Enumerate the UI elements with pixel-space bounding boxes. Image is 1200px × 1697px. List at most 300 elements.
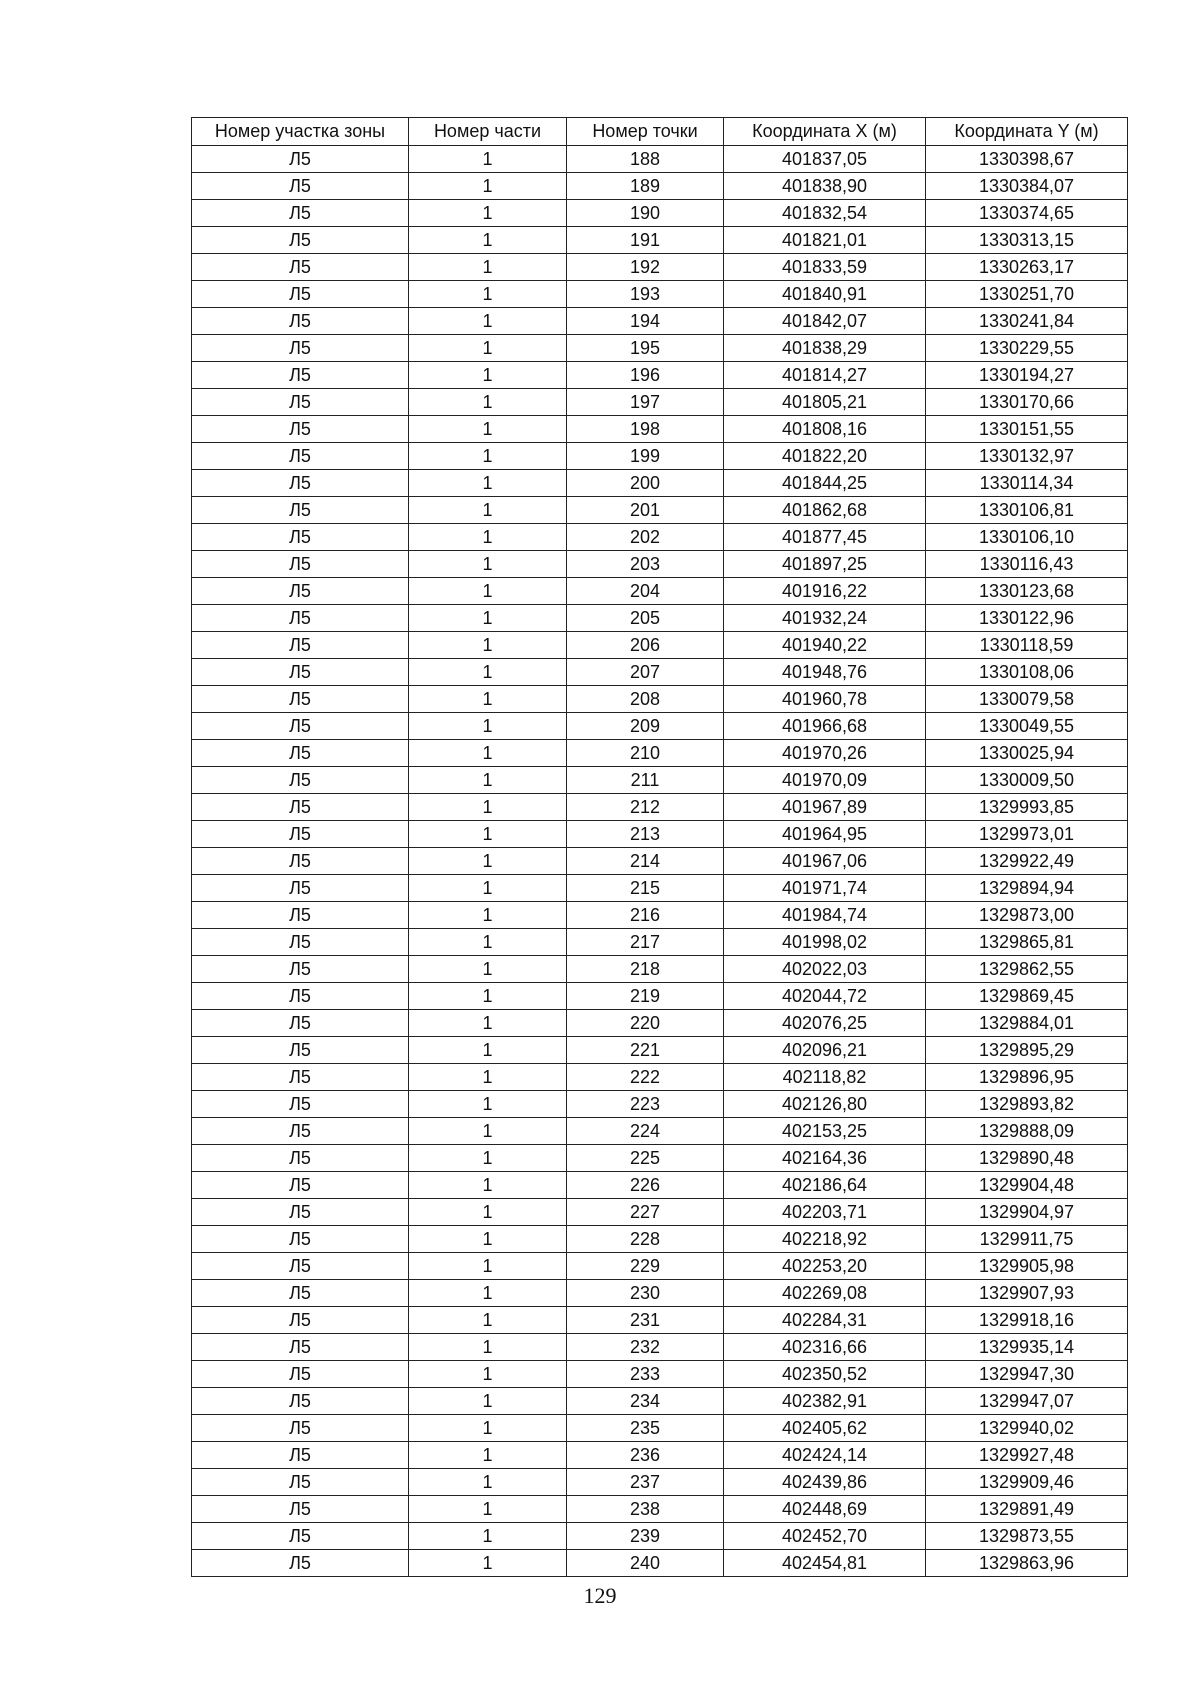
cell-zone-section: Л5 [192,1064,409,1091]
cell-part-number: 1 [409,1415,567,1442]
cell-coordinate-x: 401998,02 [724,929,926,956]
cell-coordinate-x: 402439,86 [724,1469,926,1496]
cell-coordinate-x: 401984,74 [724,902,926,929]
cell-zone-section: Л5 [192,362,409,389]
cell-zone-section: Л5 [192,470,409,497]
cell-coordinate-x: 401916,22 [724,578,926,605]
cell-coordinate-x: 401814,27 [724,362,926,389]
cell-coordinate-x: 401960,78 [724,686,926,713]
cell-part-number: 1 [409,308,567,335]
cell-coordinate-x: 401837,05 [724,146,926,173]
cell-point-number: 203 [567,551,724,578]
cell-coordinate-y: 1329904,48 [926,1172,1128,1199]
cell-zone-section: Л5 [192,443,409,470]
table-row [192,146,1128,173]
cell-part-number: 1 [409,1280,567,1307]
cell-coordinate-x: 401833,59 [724,254,926,281]
cell-zone-section: Л5 [192,875,409,902]
cell-zone-section: Л5 [192,578,409,605]
cell-point-number: 232 [567,1334,724,1361]
cell-part-number: 1 [409,1334,567,1361]
cell-zone-section: Л5 [192,524,409,551]
cell-part-number: 1 [409,713,567,740]
cell-coordinate-y: 1329865,81 [926,929,1128,956]
cell-zone-section: Л5 [192,1442,409,1469]
table-row [192,875,1128,902]
cell-zone-section: Л5 [192,254,409,281]
cell-coordinate-y: 1330251,70 [926,281,1128,308]
cell-point-number: 191 [567,227,724,254]
table-row [192,1334,1128,1361]
table-row [192,659,1128,686]
table-row [192,632,1128,659]
cell-zone-section: Л5 [192,1226,409,1253]
cell-part-number: 1 [409,821,567,848]
cell-part-number: 1 [409,1496,567,1523]
cell-zone-section: Л5 [192,1307,409,1334]
cell-part-number: 1 [409,146,567,173]
table-row [192,821,1128,848]
cell-zone-section: Л5 [192,173,409,200]
cell-part-number: 1 [409,686,567,713]
table-row [192,983,1128,1010]
cell-zone-section: Л5 [192,1037,409,1064]
cell-point-number: 215 [567,875,724,902]
cell-zone-section: Л5 [192,1145,409,1172]
table-row [192,1199,1128,1226]
cell-zone-section: Л5 [192,1334,409,1361]
cell-point-number: 231 [567,1307,724,1334]
cell-zone-section: Л5 [192,335,409,362]
cell-zone-section: Л5 [192,821,409,848]
cell-point-number: 213 [567,821,724,848]
table-row [192,578,1128,605]
header-coordinate-y: Координата Y (м) [926,118,1128,146]
table-row [192,1523,1128,1550]
header-part-number: Номер части [409,118,567,146]
cell-part-number: 1 [409,470,567,497]
cell-point-number: 234 [567,1388,724,1415]
cell-part-number: 1 [409,1523,567,1550]
cell-coordinate-y: 1329993,85 [926,794,1128,821]
header-zone-section: Номер участка зоны [192,118,409,146]
cell-part-number: 1 [409,794,567,821]
cell-coordinate-y: 1329873,00 [926,902,1128,929]
cell-zone-section: Л5 [192,848,409,875]
cell-zone-section: Л5 [192,1280,409,1307]
cell-point-number: 226 [567,1172,724,1199]
cell-point-number: 207 [567,659,724,686]
cell-coordinate-y: 1330151,55 [926,416,1128,443]
table-row [192,173,1128,200]
cell-part-number: 1 [409,254,567,281]
cell-zone-section: Л5 [192,902,409,929]
cell-coordinate-x: 401832,54 [724,200,926,227]
table-row [192,794,1128,821]
cell-part-number: 1 [409,929,567,956]
cell-part-number: 1 [409,524,567,551]
cell-point-number: 230 [567,1280,724,1307]
cell-part-number: 1 [409,848,567,875]
cell-zone-section: Л5 [192,1469,409,1496]
cell-zone-section: Л5 [192,1415,409,1442]
cell-point-number: 240 [567,1550,724,1577]
cell-coordinate-y: 1330106,10 [926,524,1128,551]
table-row [192,929,1128,956]
cell-coordinate-y: 1329890,48 [926,1145,1128,1172]
cell-coordinate-y: 1330079,58 [926,686,1128,713]
cell-point-number: 229 [567,1253,724,1280]
cell-coordinate-y: 1330049,55 [926,713,1128,740]
cell-point-number: 214 [567,848,724,875]
cell-coordinate-x: 401838,29 [724,335,926,362]
coordinates-table [191,117,1128,1577]
cell-coordinate-x: 401970,26 [724,740,926,767]
cell-part-number: 1 [409,1172,567,1199]
cell-point-number: 205 [567,605,724,632]
cell-zone-section: Л5 [192,1253,409,1280]
cell-zone-section: Л5 [192,1523,409,1550]
cell-coordinate-y: 1330116,43 [926,551,1128,578]
cell-zone-section: Л5 [192,1118,409,1145]
cell-part-number: 1 [409,173,567,200]
cell-coordinate-y: 1330229,55 [926,335,1128,362]
cell-part-number: 1 [409,1091,567,1118]
header-row [192,118,1128,146]
cell-zone-section: Л5 [192,632,409,659]
cell-point-number: 236 [567,1442,724,1469]
cell-coordinate-x: 402022,03 [724,956,926,983]
cell-point-number: 206 [567,632,724,659]
cell-part-number: 1 [409,1388,567,1415]
cell-coordinate-y: 1329911,75 [926,1226,1128,1253]
cell-coordinate-y: 1330384,07 [926,173,1128,200]
table-row [192,1280,1128,1307]
table-row [192,1172,1128,1199]
table-row [192,767,1128,794]
cell-coordinate-x: 401877,45 [724,524,926,551]
cell-part-number: 1 [409,902,567,929]
table-row [192,1415,1128,1442]
cell-coordinate-x: 402284,31 [724,1307,926,1334]
table-row [192,335,1128,362]
cell-point-number: 198 [567,416,724,443]
cell-part-number: 1 [409,659,567,686]
cell-part-number: 1 [409,1037,567,1064]
cell-coordinate-y: 1329947,07 [926,1388,1128,1415]
cell-part-number: 1 [409,1361,567,1388]
cell-zone-section: Л5 [192,794,409,821]
cell-point-number: 194 [567,308,724,335]
cell-zone-section: Л5 [192,1091,409,1118]
cell-part-number: 1 [409,416,567,443]
cell-coordinate-y: 1330313,15 [926,227,1128,254]
cell-coordinate-y: 1329909,46 [926,1469,1128,1496]
cell-point-number: 208 [567,686,724,713]
cell-zone-section: Л5 [192,227,409,254]
cell-point-number: 201 [567,497,724,524]
cell-point-number: 233 [567,1361,724,1388]
cell-coordinate-x: 402382,91 [724,1388,926,1415]
cell-coordinate-x: 402452,70 [724,1523,926,1550]
cell-zone-section: Л5 [192,497,409,524]
cell-zone-section: Л5 [192,1388,409,1415]
cell-part-number: 1 [409,740,567,767]
cell-coordinate-y: 1330263,17 [926,254,1128,281]
table-row [192,200,1128,227]
cell-coordinate-x: 402405,62 [724,1415,926,1442]
cell-coordinate-y: 1329893,82 [926,1091,1128,1118]
cell-coordinate-y: 1329896,95 [926,1064,1128,1091]
cell-part-number: 1 [409,875,567,902]
cell-coordinate-y: 1329940,02 [926,1415,1128,1442]
cell-coordinate-x: 401970,09 [724,767,926,794]
cell-point-number: 223 [567,1091,724,1118]
cell-part-number: 1 [409,227,567,254]
table-row [192,362,1128,389]
cell-part-number: 1 [409,1010,567,1037]
table-row [192,605,1128,632]
cell-part-number: 1 [409,983,567,1010]
cell-part-number: 1 [409,1226,567,1253]
cell-part-number: 1 [409,578,567,605]
table-row [192,848,1128,875]
cell-coordinate-y: 1329905,98 [926,1253,1128,1280]
cell-coordinate-x: 402044,72 [724,983,926,1010]
cell-zone-section: Л5 [192,1496,409,1523]
cell-point-number: 222 [567,1064,724,1091]
cell-point-number: 220 [567,1010,724,1037]
cell-part-number: 1 [409,389,567,416]
table-body [192,146,1128,1577]
cell-part-number: 1 [409,497,567,524]
cell-coordinate-y: 1329947,30 [926,1361,1128,1388]
cell-coordinate-x: 401940,22 [724,632,926,659]
table-row [192,443,1128,470]
cell-point-number: 227 [567,1199,724,1226]
table-row [192,1010,1128,1037]
cell-zone-section: Л5 [192,740,409,767]
cell-part-number: 1 [409,443,567,470]
cell-coordinate-x: 401842,07 [724,308,926,335]
table-row [192,254,1128,281]
cell-coordinate-y: 1330123,68 [926,578,1128,605]
cell-zone-section: Л5 [192,983,409,1010]
cell-coordinate-y: 1329888,09 [926,1118,1128,1145]
cell-coordinate-x: 401821,01 [724,227,926,254]
cell-zone-section: Л5 [192,146,409,173]
cell-coordinate-x: 401805,21 [724,389,926,416]
table-row [192,497,1128,524]
cell-point-number: 239 [567,1523,724,1550]
cell-zone-section: Л5 [192,1199,409,1226]
cell-coordinate-y: 1329895,29 [926,1037,1128,1064]
cell-point-number: 212 [567,794,724,821]
table-row [192,524,1128,551]
table-row [192,1469,1128,1496]
cell-part-number: 1 [409,1550,567,1577]
cell-part-number: 1 [409,1469,567,1496]
cell-point-number: 199 [567,443,724,470]
cell-part-number: 1 [409,551,567,578]
cell-zone-section: Л5 [192,929,409,956]
cell-point-number: 209 [567,713,724,740]
cell-point-number: 188 [567,146,724,173]
cell-coordinate-x: 402218,92 [724,1226,926,1253]
cell-coordinate-y: 1329935,14 [926,1334,1128,1361]
cell-coordinate-y: 1329891,49 [926,1496,1128,1523]
cell-coordinate-x: 402164,36 [724,1145,926,1172]
table-row [192,281,1128,308]
cell-point-number: 221 [567,1037,724,1064]
table-row [192,1226,1128,1253]
cell-coordinate-x: 401971,74 [724,875,926,902]
cell-point-number: 238 [567,1496,724,1523]
table-row [192,389,1128,416]
table-row [192,1361,1128,1388]
cell-zone-section: Л5 [192,281,409,308]
cell-coordinate-x: 402203,71 [724,1199,926,1226]
cell-coordinate-x: 402424,14 [724,1442,926,1469]
cell-point-number: 192 [567,254,724,281]
cell-part-number: 1 [409,1064,567,1091]
cell-coordinate-y: 1329927,48 [926,1442,1128,1469]
cell-coordinate-y: 1330118,59 [926,632,1128,659]
cell-point-number: 211 [567,767,724,794]
cell-coordinate-y: 1329973,01 [926,821,1128,848]
cell-coordinate-y: 1330106,81 [926,497,1128,524]
cell-part-number: 1 [409,1145,567,1172]
cell-coordinate-y: 1329884,01 [926,1010,1128,1037]
cell-zone-section: Л5 [192,1361,409,1388]
cell-zone-section: Л5 [192,713,409,740]
cell-coordinate-x: 401840,91 [724,281,926,308]
table-row [192,308,1128,335]
cell-coordinate-y: 1330132,97 [926,443,1128,470]
table-row [192,1037,1128,1064]
cell-coordinate-x: 401932,24 [724,605,926,632]
table-row [192,740,1128,767]
cell-point-number: 202 [567,524,724,551]
cell-coordinate-x: 401948,76 [724,659,926,686]
cell-part-number: 1 [409,281,567,308]
cell-coordinate-x: 402126,80 [724,1091,926,1118]
page-number: 129 [583,1583,617,1608]
table-row [192,1442,1128,1469]
cell-part-number: 1 [409,605,567,632]
cell-point-number: 224 [567,1118,724,1145]
cell-coordinate-x: 401967,89 [724,794,926,821]
cell-part-number: 1 [409,1253,567,1280]
cell-coordinate-y: 1330009,50 [926,767,1128,794]
cell-point-number: 204 [567,578,724,605]
cell-coordinate-y: 1330398,67 [926,146,1128,173]
cell-coordinate-x: 402096,21 [724,1037,926,1064]
cell-coordinate-x: 401822,20 [724,443,926,470]
table-row [192,1064,1128,1091]
cell-point-number: 217 [567,929,724,956]
cell-coordinate-y: 1329918,16 [926,1307,1128,1334]
cell-zone-section: Л5 [192,551,409,578]
cell-point-number: 200 [567,470,724,497]
cell-zone-section: Л5 [192,659,409,686]
cell-part-number: 1 [409,956,567,983]
table-row [192,956,1128,983]
table-header [192,118,1128,146]
cell-coordinate-x: 402269,08 [724,1280,926,1307]
cell-zone-section: Л5 [192,1010,409,1037]
cell-coordinate-x: 402076,25 [724,1010,926,1037]
table-row [192,713,1128,740]
table-row [192,470,1128,497]
header-coordinate-x: Координата X (м) [724,118,926,146]
cell-coordinate-x: 401897,25 [724,551,926,578]
cell-coordinate-y: 1329907,93 [926,1280,1128,1307]
cell-coordinate-x: 402316,66 [724,1334,926,1361]
cell-zone-section: Л5 [192,956,409,983]
cell-point-number: 235 [567,1415,724,1442]
cell-point-number: 228 [567,1226,724,1253]
header-point-number: Номер точки [567,118,724,146]
cell-coordinate-x: 401808,16 [724,416,926,443]
cell-point-number: 190 [567,200,724,227]
cell-point-number: 237 [567,1469,724,1496]
cell-coordinate-x: 402153,25 [724,1118,926,1145]
table-row [192,1091,1128,1118]
cell-point-number: 193 [567,281,724,308]
cell-coordinate-x: 401967,06 [724,848,926,875]
cell-point-number: 196 [567,362,724,389]
cell-zone-section: Л5 [192,605,409,632]
cell-part-number: 1 [409,1118,567,1145]
cell-coordinate-y: 1329922,49 [926,848,1128,875]
cell-part-number: 1 [409,362,567,389]
table-row [192,1145,1128,1172]
cell-coordinate-x: 402186,64 [724,1172,926,1199]
cell-coordinate-y: 1330025,94 [926,740,1128,767]
cell-coordinate-y: 1330194,27 [926,362,1128,389]
cell-coordinate-y: 1329869,45 [926,983,1128,1010]
table-row [192,1307,1128,1334]
table-row [192,902,1128,929]
cell-part-number: 1 [409,335,567,362]
cell-point-number: 197 [567,389,724,416]
cell-point-number: 189 [567,173,724,200]
cell-zone-section: Л5 [192,389,409,416]
cell-coordinate-x: 402253,20 [724,1253,926,1280]
table-row [192,551,1128,578]
cell-coordinate-y: 1329904,97 [926,1199,1128,1226]
cell-coordinate-x: 402454,81 [724,1550,926,1577]
cell-coordinate-y: 1330241,84 [926,308,1128,335]
cell-part-number: 1 [409,1442,567,1469]
cell-coordinate-x: 402448,69 [724,1496,926,1523]
cell-zone-section: Л5 [192,416,409,443]
cell-coordinate-y: 1329863,96 [926,1550,1128,1577]
table-row [192,686,1128,713]
cell-zone-section: Л5 [192,200,409,227]
cell-coordinate-y: 1330108,06 [926,659,1128,686]
cell-point-number: 210 [567,740,724,767]
cell-part-number: 1 [409,632,567,659]
cell-coordinate-x: 402350,52 [724,1361,926,1388]
cell-coordinate-y: 1329894,94 [926,875,1128,902]
cell-zone-section: Л5 [192,686,409,713]
table-row [192,1496,1128,1523]
cell-part-number: 1 [409,1307,567,1334]
cell-point-number: 218 [567,956,724,983]
cell-point-number: 216 [567,902,724,929]
